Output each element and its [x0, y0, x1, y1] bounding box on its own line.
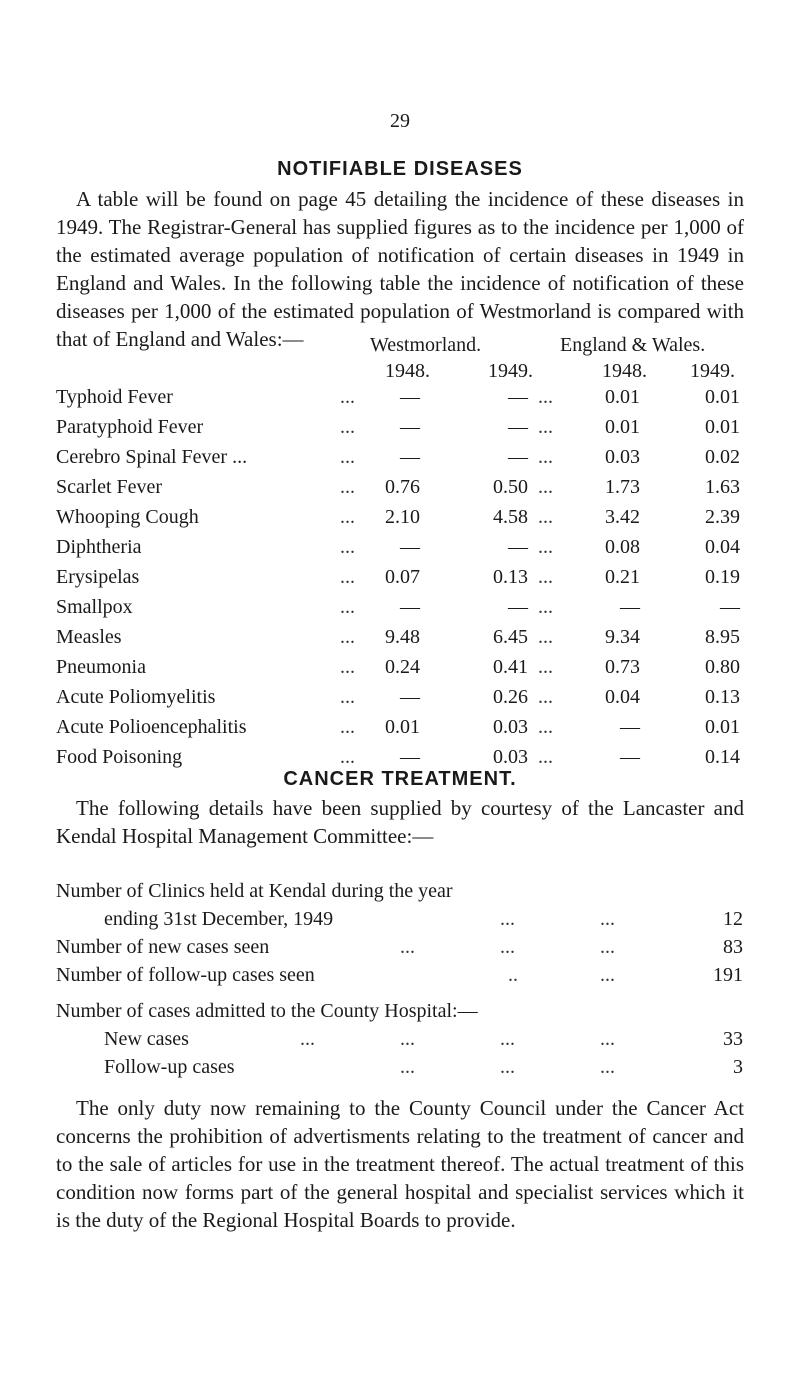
leader-dots: ... — [500, 1028, 515, 1050]
disease-name: Paratyphoid Fever — [56, 416, 204, 438]
value-w49: — — [508, 416, 528, 438]
leader-dots: ... — [538, 386, 553, 408]
admitted-row — [0, 1000, 800, 1028]
leader-dots: ... — [538, 746, 553, 768]
admitted-followup-row — [0, 1056, 800, 1084]
value-w48: 0.01 — [385, 716, 420, 738]
clinics-label: Number of Clinics held at Kendal during the year — [56, 880, 453, 902]
value-w49: 0.03 — [493, 746, 528, 768]
disease-name: Food Poisoning — [56, 746, 183, 768]
value-e49: 2.39 — [705, 506, 740, 528]
value-e49: 0.19 — [705, 566, 740, 588]
value-e49: 0.01 — [705, 716, 740, 738]
value-w49: — — [508, 386, 528, 408]
value-w48: 0.07 — [385, 566, 420, 588]
disease-name: Acute Polioencephalitis — [56, 716, 247, 738]
admitted-new-label: New cases — [104, 1028, 189, 1050]
value-w48: — — [400, 536, 420, 558]
england-wales-header: England & Wales. — [560, 334, 706, 356]
leader-dots: ... — [400, 936, 415, 958]
leader-dots: ... — [538, 656, 553, 678]
notifiable-diseases-heading: NOTIFIABLE DISEASES — [277, 158, 523, 180]
value-e48: 0.01 — [605, 416, 640, 438]
table-row — [0, 686, 800, 714]
leader-dots: ... — [538, 446, 553, 468]
admitted-followup-label: Follow-up cases — [104, 1056, 235, 1078]
leader-dots: ... — [340, 416, 355, 438]
value-w48: — — [400, 416, 420, 438]
value-w49: — — [508, 446, 528, 468]
leader-dots: ... — [600, 964, 615, 986]
value-e49: 1.63 — [705, 476, 740, 498]
value-e49: 0.80 — [705, 656, 740, 678]
value-w48: — — [400, 746, 420, 768]
value-e49: 0.13 — [705, 686, 740, 708]
disease-name: Pneumonia — [56, 656, 146, 678]
table-group-header — [0, 334, 800, 362]
value-e48: 0.21 — [605, 566, 640, 588]
new-cases-seen-row — [0, 936, 800, 964]
leader-dots: ... — [300, 1028, 315, 1050]
leader-dots: ... — [600, 1028, 615, 1050]
value-e48: — — [620, 746, 640, 768]
followup-seen-row — [0, 964, 800, 992]
cancer-treatment-heading: CANCER TREATMENT. — [283, 768, 517, 790]
value-w48: 2.10 — [385, 506, 420, 528]
leader-dots: ... — [340, 506, 355, 528]
leader-dots: ... — [538, 566, 553, 588]
value-w49: 6.45 — [493, 626, 528, 648]
value-w48: — — [400, 686, 420, 708]
value-w49: — — [508, 596, 528, 618]
table-row — [0, 536, 800, 564]
admitted-label: Number of cases admitted to the County Hospital:— — [56, 1000, 478, 1022]
leader-dots: ... — [340, 536, 355, 558]
disease-name: Measles — [56, 626, 122, 648]
value-w48: — — [400, 386, 420, 408]
admitted-new-row — [0, 1028, 800, 1056]
leader-dots: ... — [538, 626, 553, 648]
new-cases-seen-value: 83 — [723, 936, 743, 958]
leader-dots: ... — [340, 566, 355, 588]
leader-dots: ... — [538, 716, 553, 738]
leader-dots: ... — [538, 506, 553, 528]
value-e48: 0.04 — [605, 686, 640, 708]
leader-dots: ... — [538, 686, 553, 708]
table-row — [0, 446, 800, 474]
leader-dots: ... — [340, 476, 355, 498]
table-row — [0, 386, 800, 414]
value-w48: 0.24 — [385, 656, 420, 678]
clinics-value: 12 — [723, 908, 743, 930]
clinics-row-2 — [0, 908, 800, 936]
leader-dots: ... — [500, 1056, 515, 1078]
leader-dots: ... — [340, 716, 355, 738]
table-row — [0, 566, 800, 594]
admitted-followup-value: 3 — [733, 1056, 743, 1078]
leader-dots: ... — [600, 908, 615, 930]
disease-name: Erysipelas — [56, 566, 140, 588]
table-row — [0, 416, 800, 444]
value-e48: 3.42 — [605, 506, 640, 528]
table-row — [0, 596, 800, 624]
leader-dots: ... — [340, 596, 355, 618]
leader-dots: ... — [400, 1028, 415, 1050]
england-1948-header: 1948. — [602, 360, 647, 382]
leader-dots: .. — [508, 964, 518, 986]
value-e49: 0.01 — [705, 386, 740, 408]
value-e49: 0.14 — [705, 746, 740, 768]
leader-dots: ... — [538, 476, 553, 498]
table-row — [0, 716, 800, 744]
value-w48: — — [400, 596, 420, 618]
value-w48: 9.48 — [385, 626, 420, 648]
table-row — [0, 656, 800, 684]
leader-dots: ... — [500, 908, 515, 930]
table-row — [0, 506, 800, 534]
value-e48: 0.03 — [605, 446, 640, 468]
leader-dots: ... — [538, 416, 553, 438]
leader-dots: ... — [600, 1056, 615, 1078]
table-year-header — [0, 360, 800, 388]
admitted-new-value: 33 — [723, 1028, 743, 1050]
value-w49: — — [508, 536, 528, 558]
clinics-label-cont: ending 31st December, 1949 — [104, 908, 334, 930]
leader-dots: ... — [400, 1056, 415, 1078]
table-row — [0, 626, 800, 654]
disease-name: Cerebro Spinal Fever ... — [56, 446, 248, 468]
value-e49: 0.04 — [705, 536, 740, 558]
leader-dots: ... — [340, 446, 355, 468]
value-e48: — — [620, 716, 640, 738]
new-cases-seen-label: Number of new cases seen — [56, 936, 270, 958]
leader-dots: ... — [340, 386, 355, 408]
leader-dots: ... — [340, 626, 355, 648]
value-e48: 0.73 — [605, 656, 640, 678]
value-e48: 0.08 — [605, 536, 640, 558]
disease-name: Whooping Cough — [56, 506, 199, 528]
westmorland-1948-header: 1948. — [385, 360, 430, 382]
value-e49: — — [720, 596, 740, 618]
disease-name: Typhoid Fever — [56, 386, 173, 408]
disease-name: Scarlet Fever — [56, 476, 163, 498]
followup-seen-label: Number of follow-up cases seen — [56, 964, 315, 986]
leader-dots: ... — [500, 936, 515, 958]
value-w49: 0.50 — [493, 476, 528, 498]
followup-seen-value: 191 — [713, 964, 743, 986]
value-w49: 0.03 — [493, 716, 528, 738]
westmorland-header: Westmorland. — [370, 334, 482, 356]
leader-dots: ... — [538, 536, 553, 558]
value-e48: 1.73 — [605, 476, 640, 498]
value-e48: 0.01 — [605, 386, 640, 408]
leader-dots: ... — [340, 686, 355, 708]
cancer-intro-paragraph: The following details have been supplied by courtesy of the Lancaster and Kendal Hospital Management Committee:— — [56, 796, 744, 848]
leader-dots: ... — [600, 936, 615, 958]
value-w49: 0.26 — [493, 686, 528, 708]
page-number: 29 — [390, 110, 410, 132]
value-w48: 0.76 — [385, 476, 420, 498]
table-row — [0, 476, 800, 504]
value-e49: 0.01 — [705, 416, 740, 438]
notifiable-intro-paragraph: A table will be found on page 45 detailing the incidence of these diseases in 1949. The Registrar-General has supplied figures as to the incidence per 1,000 of the estimated average population of notification of certain diseases in 1949 in England and Wales. In the following table the incidence of notification of these diseases per 1,000 of the estimated population of Westmorland is compared with that of England and Wales:— — [56, 187, 744, 351]
value-e49: 0.02 — [705, 446, 740, 468]
value-e48: 9.34 — [605, 626, 640, 648]
england-1949-header: 1949. — [690, 360, 735, 382]
leader-dots: ... — [340, 746, 355, 768]
value-w48: — — [400, 446, 420, 468]
value-w49: 0.13 — [493, 566, 528, 588]
clinics-row-1 — [0, 880, 800, 908]
leader-dots: ... — [538, 596, 553, 618]
disease-name: Diphtheria — [56, 536, 142, 558]
westmorland-1949-header: 1949. — [488, 360, 533, 382]
value-e48: — — [620, 596, 640, 618]
leader-dots: ... — [340, 656, 355, 678]
value-w49: 0.41 — [493, 656, 528, 678]
value-e49: 8.95 — [705, 626, 740, 648]
disease-name: Smallpox — [56, 596, 133, 618]
cancer-closing-paragraph: The only duty now remaining to the County Council under the Cancer Act concerns the prohibition of advertisments relating to the treatment of cancer and to the sale of articles for use in the treatment thereof. The actual treatment of this condition now forms part of the general hospital and specialist services which it is the duty of the Regional Hospital Boards to provide. — [56, 1096, 744, 1232]
value-w49: 4.58 — [493, 506, 528, 528]
disease-name: Acute Poliomyelitis — [56, 686, 216, 708]
